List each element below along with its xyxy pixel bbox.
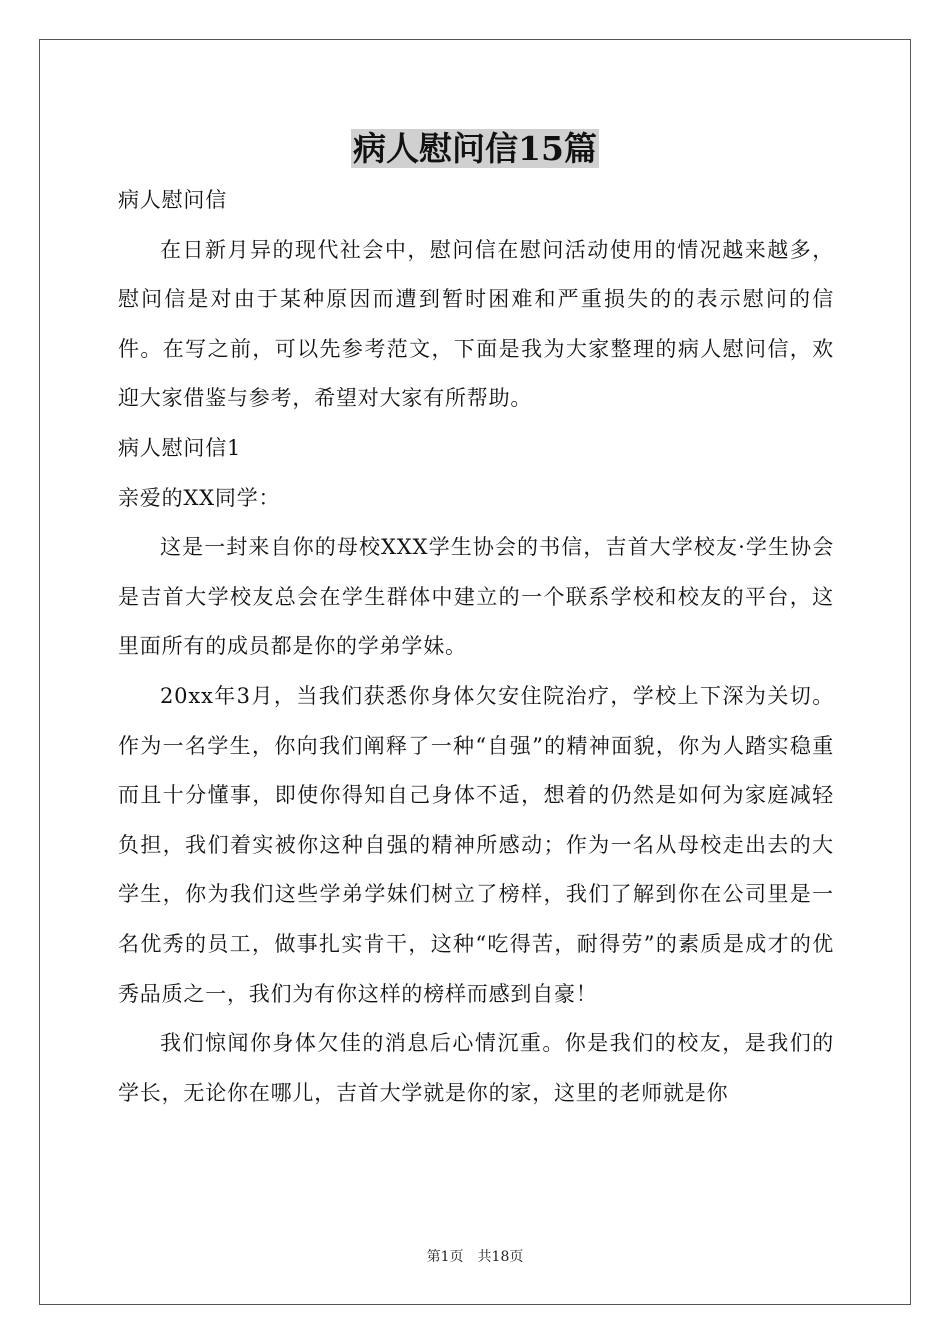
page-total: 共18页 xyxy=(477,1249,524,1265)
paragraph-section-title: 病人慰问信1 xyxy=(118,435,242,460)
page-number: 第1页 xyxy=(426,1249,464,1265)
paragraph-body: 20xx年3月，当我们获悉你身体欠安住院治疗，学校上下深为关切。作为一名学生，你向我们阐释了一种“自强”的精神面貌，你为人踏实稳重而且十分懂事，即使你得知自己身体不适，想着的仍然是如何为家庭减轻负担，我们着实被你这种自强的精神所感动；作为一名从母校走出去的大学生，你为我们这些学弟学妹们树立了榜样，我们了解到你在公司里是一名优秀的员工，做事扎实肯干，这种“吃得苦，耐得劳”的素质是成才的优秀品质之一，我们为有你这样的榜样而感到自豪！ xyxy=(118,683,834,1006)
paragraph-heading: 病人慰问信 xyxy=(118,188,227,212)
page-footer xyxy=(0,1247,950,1267)
paragraph-body: 这是一封来自你的母校XXX学生协会的书信，吉首大学校友·学生协会是吉首大学校友总会在学生群体中建立的一个联系学校和校友的平台，这里面所有的成员都是你的学弟学妹。 xyxy=(118,535,834,659)
document-body xyxy=(118,176,834,1118)
document-title-text: 病人慰问信15篇 xyxy=(353,129,597,168)
paragraph-body: 我们惊闻你身体欠佳的消息后心情沉重。你是我们的校友，是我们的学长，无论你在哪儿，吉首大学就是你的家，这里的老师就是你 xyxy=(118,1031,834,1105)
paragraph-intro: 在日新月异的现代社会中，慰问信在慰问活动使用的情况越来越多，慰问信是对由于某种原因而遭到暂时困难和严重损失的的表示慰问的信件。在写之前，可以先参考范文，下面是我为大家整理的病人慰问信，欢迎大家借鉴与参考，希望对大家有所帮助。 xyxy=(118,237,834,411)
paragraph-salutation: 亲爱的XX同学： xyxy=(118,485,281,510)
document-title xyxy=(0,124,950,174)
